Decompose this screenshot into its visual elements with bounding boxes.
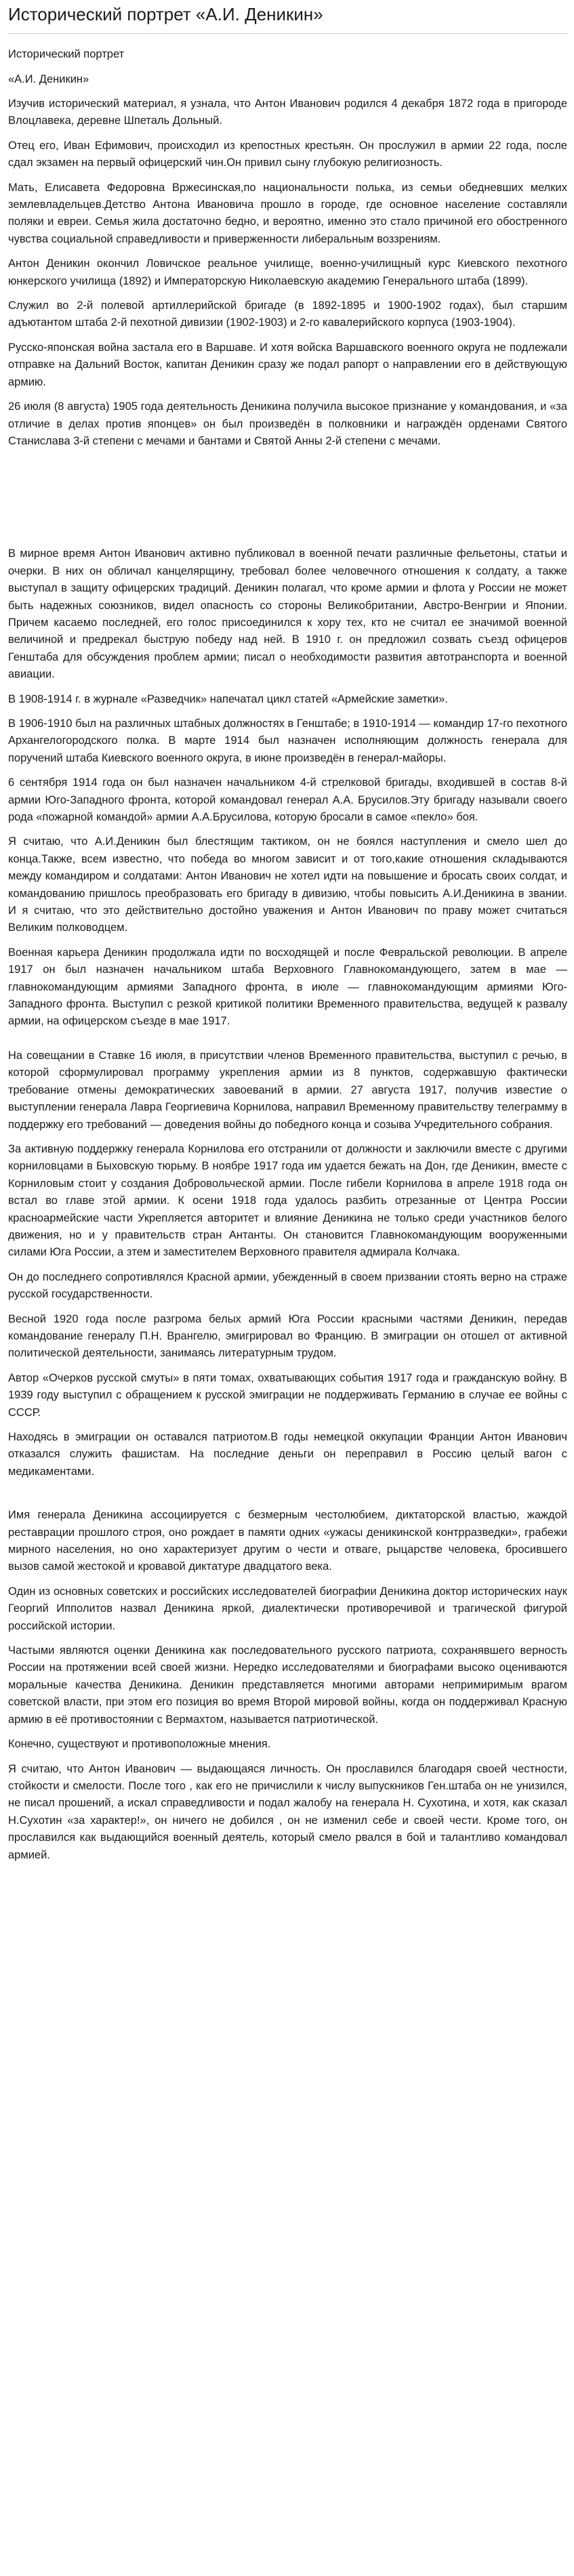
- paragraph-birth: Изучив исторический материал, я узнала, что Антон Иванович родился 4 декабря 1872 года в пригороде Влоцлавека, деревне Шпеталь Дольный.: [8, 98, 567, 127]
- article-body: [8, 46, 567, 1864]
- paragraph-stavka-meeting: На совещании в Ставке 16 июля, в присутствии членов Временного правительства, выступил с речью, в которой сформулировал программу укрепления армии из 8 пунктов, содержавшую фактически требование отмены демократических завоеваний в армии. 27 августа 1917, получив известие о выступлении генерала Лавра Георгиевича Корнилова, направил Временному правительству телеграмму в поддержку его требований — доведения войны до победного конца и созыва Учредительного собрания.: [8, 1049, 567, 1131]
- paragraph-staff-positions: В 1906-1910 был на различных штабных должностях в Генштабе; в 1910-1914 — командир 17-го пехотного Архангелогородского полка. В марте 1914 был назначен исполняющим должность генерала для поручений штаба Киевского военного округа, в июне произведён в генерал-майоры.: [8, 717, 567, 764]
- paragraph-gap: [8, 1488, 567, 1497]
- paragraph-mother: Мать, Елисавета Федоровна Вржесинская,по национальности полька, из семьи обедневших мелких землевладельцев.Детство Антона Ивановича прошло в городе, где основное население составляли поляки и евреи. Семья жила достаточно бедно, и вероятно, именно это стало причиной его обостренного чувства социальной справедливости и приверженности либеральным воззрениям.: [8, 181, 567, 245]
- paragraph-resistance: Он до последнего сопротивлялся Красной армии, убежденный в своем призвании стоять верно на страже русской государственности.: [8, 1270, 567, 1301]
- paragraph-tactician-opinion: Я считаю, что А.И.Деникин был блестящим тактиком, он не боялся наступления и смело шел до конца.Также, всем известно, что победа во многом зависит и от того,какие отношения складываются между командиром и солдатами: Антон Иванович не хотел идти на повышение и бросать своих солдат, и командованию пришлось преобразовать его бригаду в дивизию, чтобы повысить А.И.Деникина в звании. И я считаю, что это действительно достойно уважения и Антон Иванович по праву может считаться Великим полководцем.: [8, 835, 567, 934]
- paragraph-patriot-in-exile: Находясь в эмиграции он оставался патриотом.В годы немецкой оккупации Франции Антон Иванович отказался служить фашистам. На последние деньги он переправил в Россию целый вагон с медикаментами.: [8, 1431, 567, 1478]
- paragraph-reputation: Имя генерала Деникина ассоциируется с безмерным честолюбием, диктаторской властью, жаждой реставрации прошлого строя, оно рождает в памяти одних «ужасы деникинской контрразведки», грабежи мирного населения, но оно характеризует другим о чести и отваге, рыцарстве человека, бросившего вызов самой жестокой и кровавой диктатуре двадцатого века.: [8, 1509, 567, 1573]
- paragraph-service: Служил во 2-й полевой артиллерийской бригаде (в 1892-1895 и 1900-1902 годах), был старшим адъютантом штаба 2-й пехотной дивизии (1902-1903) и 2-го кавалерийского корпуса (1903-1904).: [8, 299, 567, 329]
- paragraph-kornilov-support: За активную поддержку генерала Корнилова его отстранили от должности и заключили вместе с другими корниловцами в Быховскую тюрьму. В ноябре 1917 года им удается бежать на Дон, где Деникин, вместе с Корниловым стоит у создания Добровольческой армии. После гибели Корнилова в апреле 1918 года он встал во главе этой армии. К осени 1918 года удалось разбить отрезанные от Центра России красноармейские части Укрепляется авторитет и влияние Деникина не только среди участников белого движения, но и у правительств стран Антанты. Он становится Главнокомандующим вооруженными силами Юга России, а зтем и заместителем Верховного правителя адмирала Колчака.: [8, 1142, 567, 1259]
- paragraph-iron-brigade: 6 сентября 1914 года он был назначен начальником 4-й стрелковой бригады, входившей в состав 8-й армии Юго-Западного фронта, которой командовал генерал А.А. Брусилов.Эту бригаду называли своего рода «пожарной командой» армии А.А.Брусилова, которую бросали в самое «пекло» боя.: [8, 776, 567, 823]
- paragraph-education: Антон Деникин окончил Ловичское реальное училище, военно-училищный курс Киевского пехотного юнкерского училища (1892) и Императорскую Николаевскую академию Генерального штаба (1899).: [8, 257, 567, 287]
- paragraph-razvedchik: В 1908-1914 г. в журнале «Разведчик» напечатал цикл статей «Армейские заметки».: [8, 692, 448, 705]
- paragraph-opposing-views: Конечно, существуют и противоположные мнения.: [8, 1738, 271, 1751]
- document-subtitle: «А.И. Деникин»: [8, 72, 89, 85]
- paragraph-publications: В мирное время Антон Иванович активно публиковал в военной печати различные фельетоны, статьи и очерки. В них он обличал канцелярщину, требовал более человечного отношения к солдату, а также выступал в защиту офицерских традиций. Деникин полагал, что кроме армии и флота у России не может быть надежных союзников, видел опасность со стороны Великобритании, Австро-Венгрии и Японии. Причем касаемо последней, его голос присоединился к хору тех, кто не считал ее значимой военной величиной и предрекал быструю победу над ней. В 1910 г. он предложил созвать съезд офицеров Генштаба для обсуждения проблем армии; писал о необходимости развития автотранспорта и военной авиации.: [8, 547, 567, 681]
- paragraph-ippolitov: Один из основных советских и российских исследователей биографии Деникина доктор исторических наук Георгий Ипполитов назвал Деникина яркой, диалектически противоречивой и трагической фигурой российской истории.: [8, 1585, 567, 1632]
- section-gap: [8, 457, 567, 545]
- paragraph-emigration: Весной 1920 года после разгрома белых армий Юга России красными частями Деникин, передав командование генералу П.Н. Врангелю, эмигрировал во Францию. В эмиграции он отошел от активной политической деятельности, занимаясь литературным трудом.: [8, 1312, 567, 1360]
- paragraph-promotion-1905: 26 июля (8 августа) 1905 года деятельность Деникина получила высокое признание у командования, и «за отличие в делах против японцев» он был произведён в полковники и награждён орденами Святого Станислава 3-й степени с мечами и бантами и Святой Анны 2-й степени с мечами.: [8, 400, 567, 447]
- paragraph-assessments: Частыми являются оценки Деникина как последовательного русского патриота, сохранявшего верность России на протяжении всей своей жизни. Нередко исследователями и биографами высоко оцениваются моральные качества Деникина. Деникин представляется многими авторами непримиримым врагом советской власти, при этом его позиция во время Второй мировой войны, когда он поддерживал Красную армию в её противостоянии с Вермахтом, называется патриотической.: [8, 1644, 567, 1726]
- paragraph-gap: [8, 1497, 567, 1507]
- paragraph-career-1917: Военная карьера Деникин продолжала идти по восходящей и после Февральской революции. В апреле 1917 он был назначен начальником штаба Верховного Главнокомандующего, затем в мае — главнокомандующим армиями Западного фронта, в июле — главнокомандующим армиями Юго-Западного фронта. Выступил с резкой критикой политики Временного правительства, ведущей к развалу армии, на офицерском съезде в мае 1917.: [8, 946, 567, 1028]
- paragraph-father: Отец его, Иван Ефимович, происходил из крепостных крестьян. Он прослужил в армии 22 года, после сдал экзамен на первый офицерский чин.Он привил сыну глубокую религиозность.: [8, 139, 567, 169]
- document-title: Исторический портрет: [8, 48, 125, 61]
- paragraph-gap: [8, 1038, 567, 1047]
- page-title: Исторический портрет «А.И. Деникин»: [8, 4, 567, 34]
- paragraph-russo-japanese-war: Русско-японская война застала его в Варшаве. И хотя войска Варшавского военного округа не подлежали отправке на Дальний Восток, капитан Деникин сразу же подал рапорт о направлении его в действующую армию.: [8, 341, 567, 388]
- paragraph-conclusion: Я считаю, что Антон Иванович — выдающаяся личность. Он прославился благодаря своей честности, стойкости и смелости. После того , как его не причислили к числу выпускников Ген.штаба он не унизился, не писал прошений, а искал справедливости и подал жалобу на генерала Н. Сухотина, и хотя, как сказал Н.Сухотин «за характер!», он ничего не добился , он не изменил себе и своей чести. Кроме того, он прославился как выдающийся военный деятель, который смело рвался в бой и талантливо командовал армией.: [8, 1762, 567, 1861]
- paragraph-author: Автор «Очерков русской смуты» в пяти томах, охватывающих события 1917 года и гражданскую войну. В 1939 году выступил с обращением к русской эмиграции не поддерживать Германию в случае ее войны с СССР.: [8, 1371, 567, 1419]
